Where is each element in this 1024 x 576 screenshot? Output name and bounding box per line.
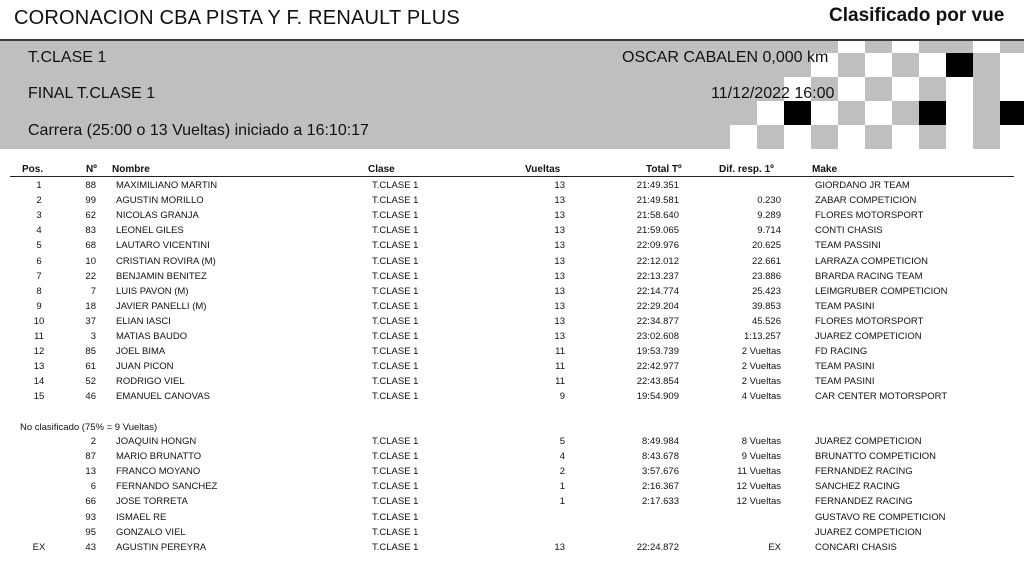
class-cell: T.CLASE 1 (372, 496, 419, 508)
class-cell: T.CLASE 1 (372, 240, 419, 252)
checker-cell (757, 101, 784, 125)
column-header-number: Nº (86, 164, 97, 175)
team-cell: FLORES MOTORSPORT (815, 315, 924, 327)
track-label: OSCAR CABALEN 0,000 km (622, 49, 829, 66)
driver-name-cell: AGUSTIN PEREYRA (116, 541, 207, 553)
driver-name-cell: JOSE TORRETA (116, 496, 188, 508)
position-cell: 3 (36, 210, 42, 222)
gap-cell: 2 Vueltas (741, 361, 781, 373)
class-cell: T.CLASE 1 (372, 270, 419, 282)
driver-name-cell: JOEL BIMA (116, 346, 166, 358)
total-time-cell: 22:42.977 (636, 361, 679, 373)
class-label: T.CLASE 1 (28, 49, 107, 66)
number-cell: 83 (85, 225, 96, 237)
gap-cell: 25.423 (751, 285, 781, 297)
checker-cell (838, 39, 865, 53)
driver-name-cell: LEONEL GILES (116, 225, 184, 237)
checker-cell (973, 39, 1000, 53)
laps-cell: 13 (554, 285, 565, 297)
table-row (0, 361, 1024, 376)
total-time-cell: 3:57.676 (642, 466, 679, 478)
number-cell: 66 (85, 496, 96, 508)
checker-cell (892, 77, 919, 101)
number-cell: 87 (85, 451, 96, 463)
table-row (0, 316, 1024, 331)
driver-name-cell: FERNANDO SANCHEZ (116, 481, 218, 493)
table-row (0, 466, 1024, 481)
driver-name-cell: FRANCO MOYANO (116, 466, 201, 478)
table-row (0, 376, 1024, 391)
position-cell: 5 (36, 240, 42, 252)
total-time-cell: 21:59.065 (636, 225, 679, 237)
total-time-cell: 22:12.012 (636, 255, 679, 267)
number-cell: 7 (90, 285, 96, 297)
laps-cell: 2 (559, 466, 565, 478)
laps-cell: 11 (555, 376, 565, 388)
laps-cell: 13 (554, 270, 565, 282)
team-cell: GIORDANO JR TEAM (815, 180, 910, 191)
checker-cell (946, 77, 973, 101)
checker-cell (919, 53, 946, 77)
total-time-cell: 23:02.608 (636, 331, 679, 342)
checker-cell (811, 101, 838, 125)
class-cell: T.CLASE 1 (372, 315, 419, 327)
team-cell: LARRAZA COMPETICION (815, 255, 928, 267)
column-header-make: Make (812, 164, 838, 175)
class-cell: T.CLASE 1 (372, 376, 419, 388)
not-classified-label: No clasificado (75% = 9 Vueltas) (20, 422, 158, 433)
driver-name-cell: NICOLAS GRANJA (116, 210, 199, 222)
class-cell: T.CLASE 1 (372, 511, 419, 523)
header-band (0, 39, 1024, 149)
class-cell: T.CLASE 1 (372, 255, 419, 267)
class-cell: T.CLASE 1 (372, 300, 419, 312)
team-cell: CONTI CHASIS (815, 225, 883, 237)
gap-cell: 1:13.257 (744, 331, 781, 342)
checker-cell (865, 101, 892, 125)
table-row (0, 436, 1024, 451)
column-header-pos: Pos. (22, 164, 44, 175)
gap-cell: 23.886 (751, 270, 781, 282)
team-cell: BRARDA RACING TEAM (815, 270, 923, 282)
class-cell: T.CLASE 1 (372, 180, 419, 191)
number-cell: 37 (85, 315, 96, 327)
laps-cell: 13 (554, 331, 565, 342)
team-cell: SANCHEZ RACING (815, 481, 900, 493)
race-info: Carrera (25:00 o 13 Vueltas) iniciado a 16:10:17 (28, 122, 369, 139)
driver-name-cell: JOAQUIN HONGN (116, 436, 197, 447)
checker-cell (1000, 77, 1024, 101)
team-cell: CAR CENTER MOTORSPORT (815, 391, 948, 403)
gap-cell: 39.853 (751, 300, 781, 312)
total-time-cell: 22:14.774 (636, 285, 679, 297)
driver-name-cell: ISMAEL RE (116, 511, 167, 523)
table-row (0, 331, 1024, 346)
class-cell: T.CLASE 1 (372, 526, 419, 538)
driver-name-cell: GONZALO VIEL (116, 526, 186, 538)
driver-name-cell: MATIAS BAUDO (116, 331, 188, 342)
gap-cell: 22.661 (751, 255, 781, 267)
total-time-cell: 21:49.351 (636, 180, 679, 191)
laps-cell: 1 (559, 496, 565, 508)
total-time-cell: 2:16.367 (642, 481, 679, 493)
number-cell: 68 (85, 240, 96, 252)
class-cell: T.CLASE 1 (372, 195, 419, 207)
number-cell: 61 (85, 361, 96, 373)
laps-cell: 13 (554, 225, 565, 237)
column-header-diff: Dif. resp. 1º (719, 164, 774, 175)
checker-cell (892, 125, 919, 149)
number-cell: 13 (85, 466, 96, 478)
gap-cell: EX (768, 541, 781, 553)
gap-cell: 12 Vueltas (736, 496, 781, 508)
table-row (0, 286, 1024, 301)
laps-cell: 11 (555, 361, 565, 373)
laps-cell: 13 (554, 195, 565, 207)
total-time-cell: 2:17.633 (642, 496, 679, 508)
laps-cell: 13 (554, 541, 565, 553)
table-row (0, 512, 1024, 527)
laps-cell: 9 (559, 391, 565, 403)
table-row (0, 527, 1024, 542)
position-cell: 1 (36, 180, 42, 191)
checker-cell (892, 39, 919, 53)
gap-cell: 8 Vueltas (741, 436, 781, 447)
total-time-cell: 21:49.581 (636, 195, 679, 207)
driver-name-cell: EMANUEL CANOVAS (116, 391, 210, 403)
total-time-cell: 8:43.678 (642, 451, 679, 463)
team-cell: FD RACING (815, 346, 868, 358)
gap-cell: 2 Vueltas (741, 376, 781, 388)
report-sort-title: Clasificado por vue (829, 5, 1005, 26)
gap-cell: 20.625 (751, 240, 781, 252)
checker-cell (946, 125, 973, 149)
checker-cell (784, 101, 811, 125)
table-row (0, 481, 1024, 496)
number-cell: 95 (85, 526, 96, 538)
checker-cell (1000, 53, 1024, 77)
driver-name-cell: JAVIER PANELLI (M) (116, 300, 207, 312)
laps-cell: 13 (554, 255, 565, 267)
table-row (0, 271, 1024, 286)
header-top-rule (0, 39, 1024, 41)
team-cell: ZABAR COMPETICION (815, 195, 917, 207)
number-cell: 85 (85, 346, 96, 358)
table-row (0, 225, 1024, 240)
team-cell: JUAREZ COMPETICION (815, 436, 922, 447)
number-cell: 10 (85, 255, 96, 267)
number-cell: 52 (85, 376, 96, 388)
team-cell: JUAREZ COMPETICION (815, 526, 922, 538)
checker-cell (946, 53, 973, 77)
table-row (0, 451, 1024, 466)
number-cell: 88 (85, 180, 96, 191)
position-cell: 15 (33, 391, 45, 403)
gap-cell: 9 Vueltas (741, 451, 781, 463)
table-row (0, 496, 1024, 511)
gap-cell: 9.289 (757, 210, 781, 222)
number-cell: 43 (85, 541, 96, 553)
class-cell: T.CLASE 1 (372, 436, 419, 447)
column-header-name: Nombre (112, 164, 150, 175)
position-cell: 10 (33, 315, 45, 327)
team-cell: BRUNATTO COMPETICION (815, 451, 937, 463)
total-time-cell: 22:13.237 (636, 270, 679, 282)
number-cell: 93 (85, 511, 96, 523)
laps-cell: 1 (559, 481, 565, 493)
gap-cell: 2 Vueltas (741, 346, 781, 358)
total-time-cell: 22:09.976 (636, 240, 679, 252)
position-cell: 6 (36, 255, 42, 267)
checker-cell (838, 125, 865, 149)
class-cell: T.CLASE 1 (372, 346, 419, 358)
class-cell: T.CLASE 1 (372, 331, 419, 342)
table-row (0, 180, 1024, 195)
position-cell: 9 (36, 300, 42, 312)
laps-cell: 11 (555, 346, 565, 358)
column-header-laps: Vueltas (525, 164, 561, 175)
number-cell: 46 (85, 391, 96, 403)
report-title: CORONACION CBA PISTA Y F. RENAULT PLUS (14, 7, 460, 29)
number-cell: 99 (85, 195, 96, 207)
driver-name-cell: ELIAN IASCI (116, 315, 171, 327)
total-time-cell: 22:24.872 (636, 541, 679, 553)
driver-name-cell: BENJAMIN BENITEZ (116, 270, 207, 282)
class-cell: T.CLASE 1 (372, 451, 419, 463)
laps-cell: 13 (554, 180, 565, 191)
gap-cell: 45.526 (751, 315, 781, 327)
laps-cell: 13 (554, 300, 565, 312)
number-cell: 62 (85, 210, 96, 222)
total-time-cell: 21:58.640 (636, 210, 679, 222)
team-cell: CONCARI CHASIS (815, 541, 897, 553)
column-header-total: Total Tº (646, 164, 682, 175)
number-cell: 2 (90, 436, 96, 447)
driver-name-cell: RODRIGO VIEL (116, 376, 185, 388)
driver-name-cell: MAXIMILIANO MARTIN (116, 180, 218, 191)
class-cell: T.CLASE 1 (372, 361, 419, 373)
class-cell: T.CLASE 1 (372, 466, 419, 478)
table-row (0, 240, 1024, 255)
team-cell: TEAM PASINI (815, 300, 875, 312)
position-cell: 4 (36, 225, 42, 237)
laps-cell: 4 (559, 451, 565, 463)
team-cell: FLORES MOTORSPORT (815, 210, 924, 222)
checker-cell (946, 101, 973, 125)
total-time-cell: 8:49.984 (642, 436, 679, 447)
laps-cell: 13 (554, 240, 565, 252)
total-time-cell: 22:43.854 (636, 376, 679, 388)
table-row (0, 301, 1024, 316)
column-header-rule (10, 176, 1014, 177)
position-cell: 12 (33, 346, 45, 358)
checker-cell (919, 101, 946, 125)
team-cell: FERNANDEZ RACING (815, 466, 913, 478)
checker-cell (838, 77, 865, 101)
driver-name-cell: MARIO BRUNATTO (116, 451, 202, 463)
class-cell: T.CLASE 1 (372, 225, 419, 237)
team-cell: TEAM PASINI (815, 376, 875, 388)
checker-cell (730, 125, 757, 149)
table-row (0, 346, 1024, 361)
position-cell: EX (32, 541, 46, 553)
table-row (0, 210, 1024, 225)
driver-name-cell: CRISTIAN ROVIRA (M) (116, 255, 216, 267)
class-cell: T.CLASE 1 (372, 210, 419, 222)
driver-name-cell: AGUSTIN MORILLO (116, 195, 204, 207)
gap-cell: 12 Vueltas (736, 481, 781, 493)
class-cell: T.CLASE 1 (372, 285, 419, 297)
team-cell: GUSTAVO RE COMPETICION (815, 511, 946, 523)
driver-name-cell: LUIS PAVON (M) (116, 285, 189, 297)
total-time-cell: 22:29.204 (636, 300, 679, 312)
position-cell: 2 (36, 195, 42, 207)
gap-cell: 11 Vueltas (737, 466, 781, 478)
number-cell: 6 (90, 481, 96, 493)
total-time-cell: 19:53.739 (636, 346, 679, 358)
table-row (0, 195, 1024, 210)
date-label: 11/12/2022 16:00 (711, 85, 835, 102)
driver-name-cell: JUAN PICON (116, 361, 174, 373)
checker-cell (1000, 101, 1024, 125)
class-cell: T.CLASE 1 (372, 481, 419, 493)
driver-name-cell: LAUTARO VICENTINI (116, 240, 210, 252)
position-cell: 13 (33, 361, 45, 373)
class-cell: T.CLASE 1 (372, 391, 419, 403)
laps-cell: 13 (554, 315, 565, 327)
position-cell: 8 (36, 285, 42, 297)
table-row (0, 391, 1024, 406)
laps-cell: 13 (554, 210, 565, 222)
position-cell: 14 (33, 376, 45, 388)
table-row (0, 542, 1024, 557)
gap-cell: 9.714 (757, 225, 781, 237)
gap-cell: 4 Vueltas (741, 391, 781, 403)
number-cell: 18 (85, 300, 96, 312)
checker-cell (865, 53, 892, 77)
team-cell: FERNANDEZ RACING (815, 496, 913, 508)
total-time-cell: 19:54.909 (636, 391, 679, 403)
number-cell: 22 (85, 270, 96, 282)
laps-cell: 5 (559, 436, 565, 447)
table-row (0, 256, 1024, 271)
checker-cell (784, 125, 811, 149)
session-label: FINAL T.CLASE 1 (28, 85, 156, 102)
number-cell: 3 (90, 331, 96, 342)
team-cell: JUAREZ COMPETICION (815, 331, 922, 342)
total-time-cell: 22:34.877 (636, 315, 679, 327)
gap-cell: 0.230 (757, 195, 781, 207)
column-header-class: Clase (368, 164, 395, 175)
team-cell: LEIMGRUBER COMPETICION (815, 285, 948, 297)
team-cell: TEAM PASSINI (815, 240, 881, 252)
position-cell: 7 (36, 270, 42, 282)
position-cell: 11 (34, 331, 44, 342)
class-cell: T.CLASE 1 (372, 541, 419, 553)
team-cell: TEAM PASINI (815, 361, 875, 373)
checker-cell (1000, 125, 1024, 149)
